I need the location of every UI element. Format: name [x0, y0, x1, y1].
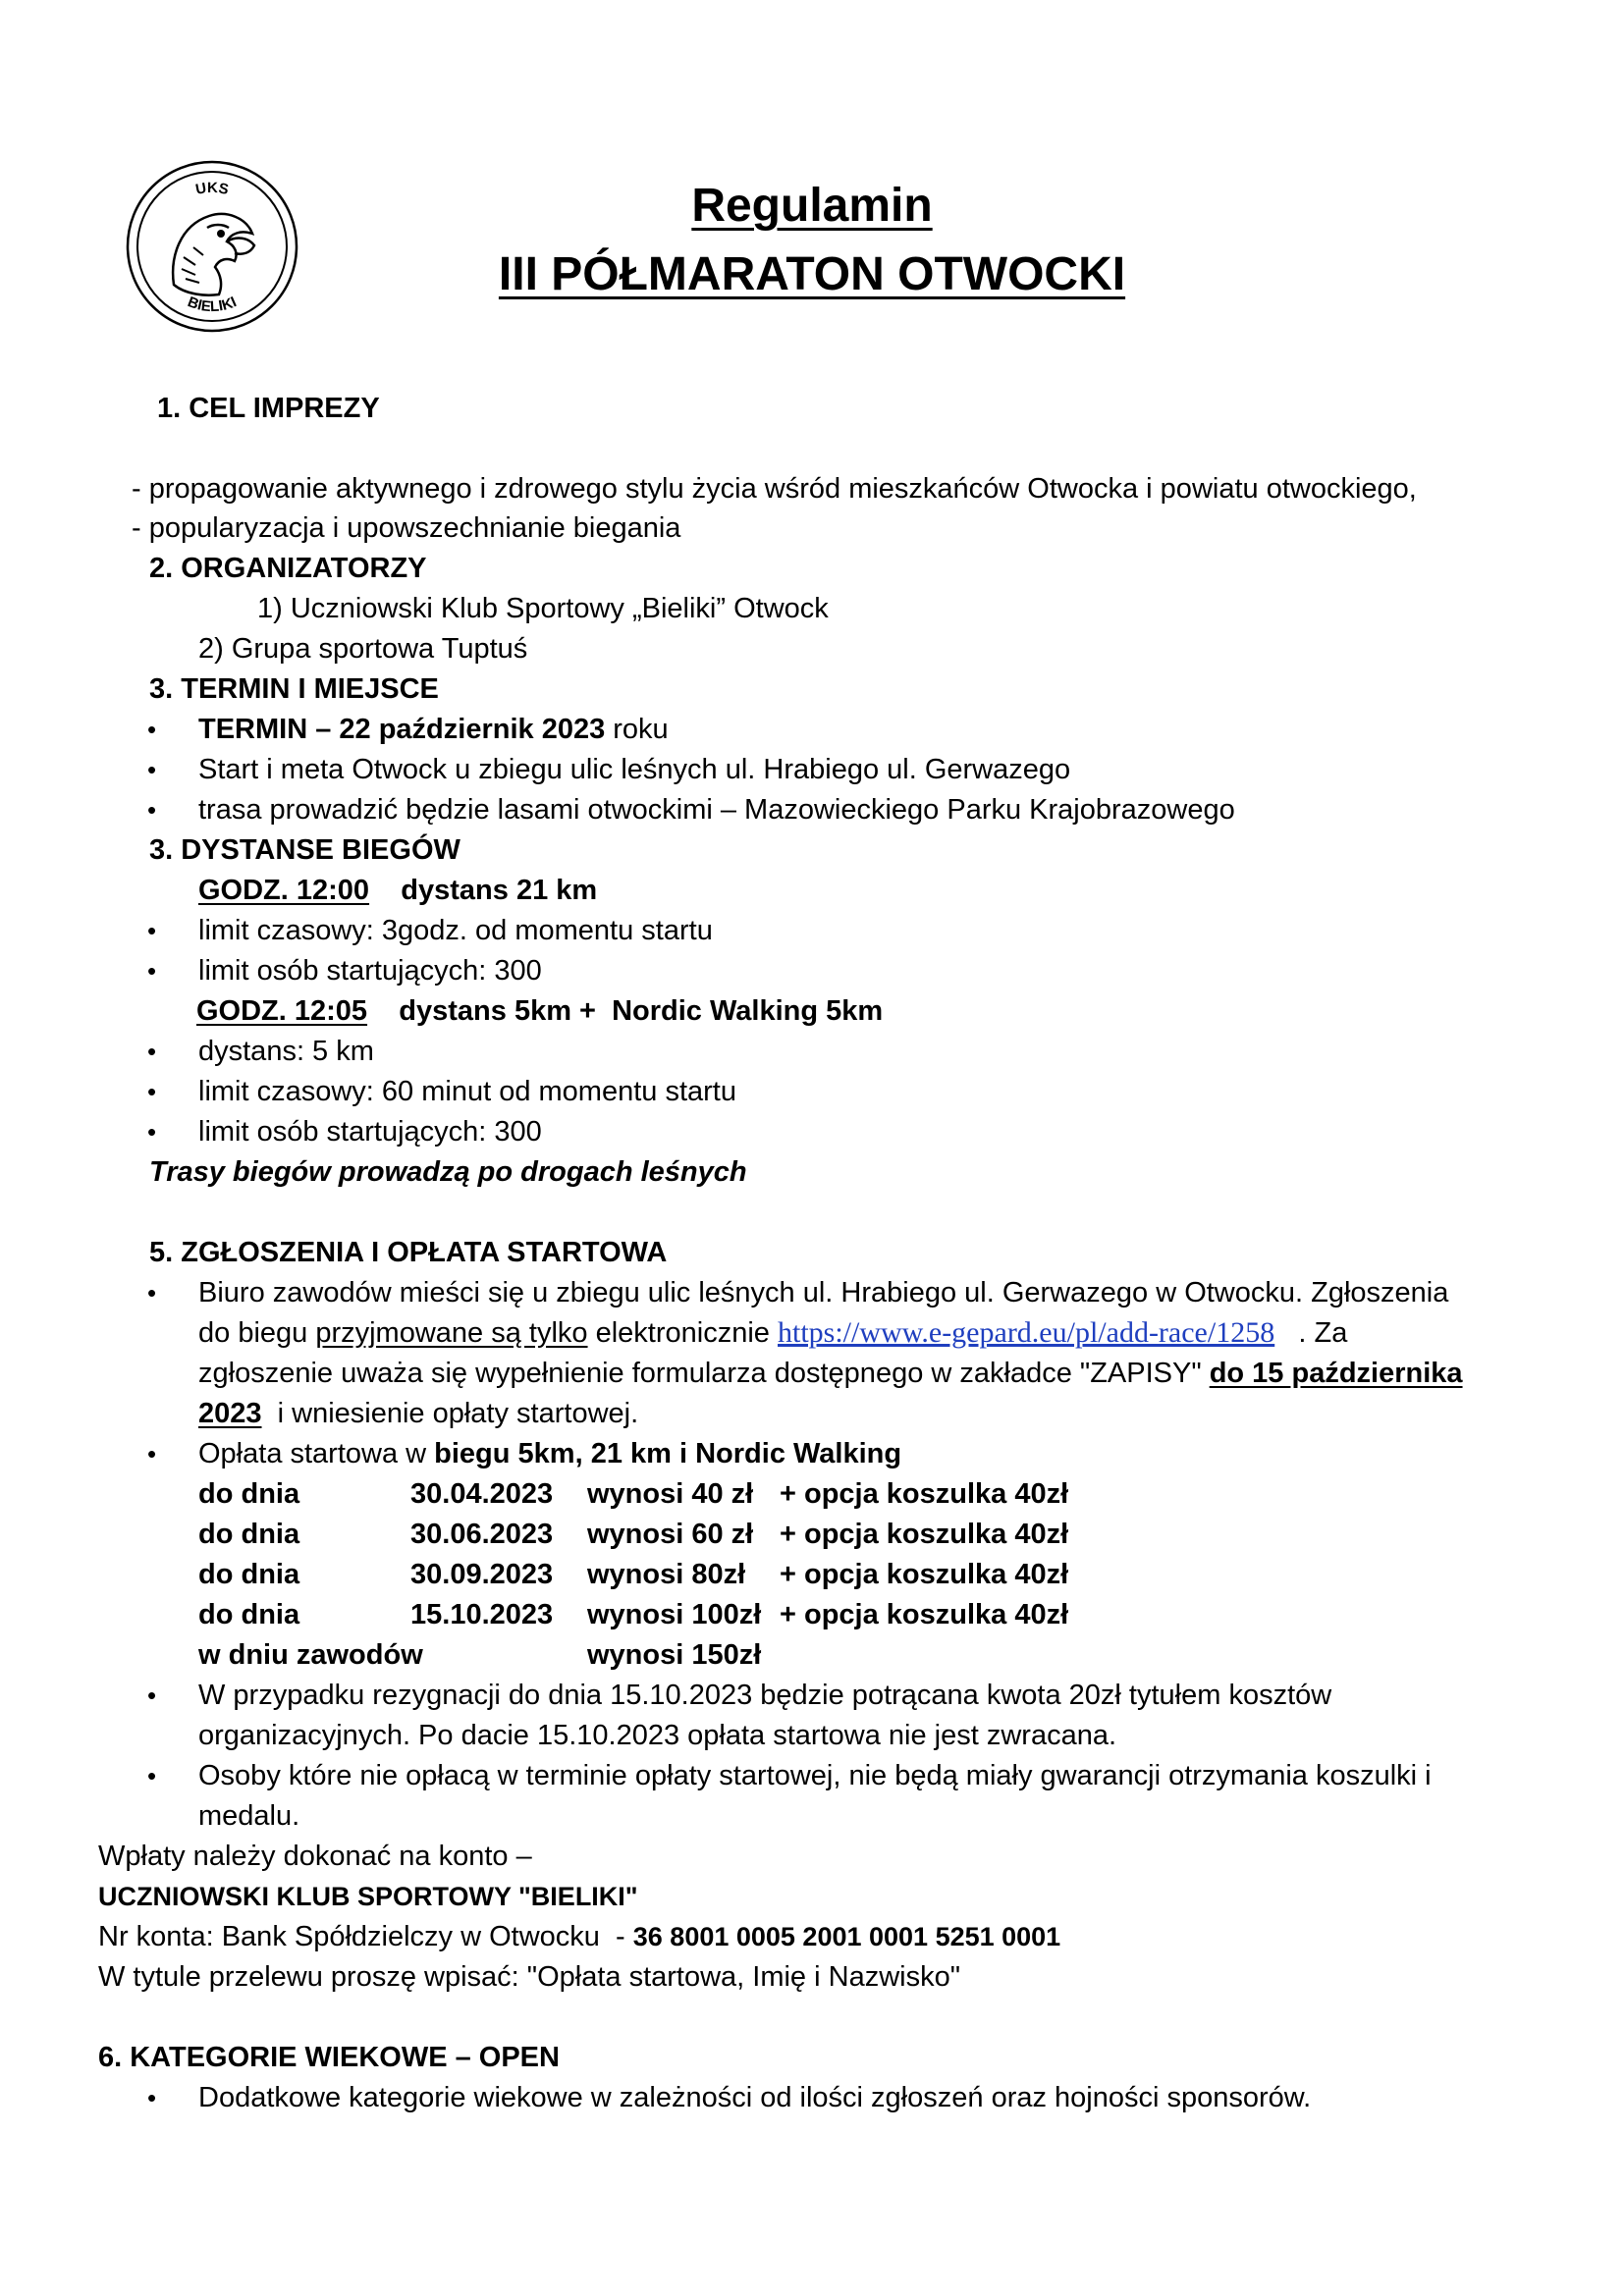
section-6-heading: 6. KATEGORIE WIEKOWE – OPEN [98, 2042, 560, 2073]
termin-item [198, 710, 669, 749]
fee-extra: + opcja koszulka 40zł [780, 1599, 1069, 1630]
payment-iban: 36 8001 0005 2001 0001 5251 0001 [632, 1922, 1061, 1951]
logo-top-text: UKS [193, 179, 231, 198]
payment-account-name: UCZNIOWSKI KLUB SPORTOWY "BIELIKI" [98, 1882, 638, 1911]
section-3-heading: 3. TERMIN I MIEJSCE [149, 673, 439, 705]
section-2-heading: 2. ORGANIZATORZY [149, 553, 427, 584]
group-2-desc: dystans 5km + Nordic Walking 5km [367, 995, 884, 1027]
payment-account-number [98, 1917, 1060, 1956]
fee-amount: wynosi 40 zł [587, 1478, 754, 1510]
office-line-4-b: i wniesienie opłaty startowej. [261, 1398, 639, 1429]
section-1-line-1: - propagowanie aktywnego i zdrowego stylu życia wśród mieszkańców Otwocka i powiatu otwockiego, [132, 473, 1417, 505]
fee-amount: wynosi 60 zł [587, 1519, 754, 1550]
fee-extra: + opcja koszulka 40zł [780, 1559, 1069, 1590]
fee-label: do dnia [198, 1478, 300, 1510]
office-line-2-c: elektronicznie [587, 1317, 778, 1349]
fee-label: w dniu zawodów [198, 1639, 423, 1671]
office-line-3 [198, 1354, 1463, 1393]
office-line-3-a: zgłoszenie uważa się wypełnienie formularza dostępnego w zakładce "ZAPISY" [198, 1358, 1210, 1389]
section-6-line-1: • Dodatkowe kategorie wiekowe w zależności od ilości zgłoszeń oraz hojności sponsorów. [198, 2078, 1311, 2117]
group-2-limit-people: • limit osób startujących: 300 [198, 1112, 542, 1151]
fee-label: do dnia [198, 1599, 300, 1630]
section-5-heading: 5. ZGŁOSZENIA I OPŁATA STARTOWA [149, 1237, 668, 1268]
section-1-heading: 1. CEL IMPREZY [157, 393, 380, 424]
group-1-limit-people: • limit osób startujących: 300 [198, 951, 542, 990]
office-line-2-d: . Za [1274, 1317, 1348, 1349]
title-line-2-text: III PÓŁMARATON OTWOCKI [498, 248, 1126, 300]
group-2-header [196, 991, 883, 1031]
payment-line-1: Wpłaty należy dokonać na konto – [98, 1841, 532, 1872]
group-1-time: GODZ. 12:00 [198, 875, 370, 906]
office-line-1: • Biuro zawodów mieści się u zbiegu ulic leśnych ul. Hrabiego ul. Gerwazego w Otwocku. Zgłoszenia [198, 1273, 1448, 1312]
organizer-2: 2) Grupa sportowa Tuptuś [198, 633, 528, 665]
group-1-header [198, 871, 597, 910]
fee-amount: wynosi 150zł [587, 1639, 762, 1671]
termin-suffix: roku [605, 714, 669, 745]
resignation-line-1: • W przypadku rezygnacji do dnia 15.10.2023 będzie potrącana kwota 20zł tytułem kosztów [198, 1676, 1331, 1715]
fee-date: 15.10.2023 [410, 1599, 554, 1630]
routes-note: Trasy biegów prowadzą po drogach leśnych [149, 1156, 747, 1188]
trasa-item: • trasa prowadzić będzie lasami otwockimi – Mazowieckiego Parku Krajobrazowego [198, 790, 1235, 829]
title-line-1 [0, 179, 1624, 233]
fee-table [198, 1474, 1082, 1676]
payment-bank: Nr konta: Bank Spółdzielczy w Otwocku - [98, 1921, 633, 1952]
section-4-heading: 3. DYSTANSE BIEGÓW [149, 834, 460, 866]
fee-amount: wynosi 100zł [587, 1599, 762, 1630]
title-line-2 [0, 247, 1624, 301]
fee-intro-a: Opłata startowa w [198, 1438, 435, 1469]
office-line-4 [198, 1394, 638, 1433]
group-2-time: GODZ. 12:05 [196, 995, 368, 1027]
group-2-distance: • dystans: 5 km [198, 1032, 374, 1071]
fee-date: 30.09.2023 [410, 1559, 554, 1590]
unpaid-line-1: • Osoby które nie opłacą w terminie opłaty startowej, nie będą miały gwarancji otrzymania koszulki i [198, 1756, 1432, 1795]
office-line-2-a: do biegu [198, 1317, 316, 1349]
payment-title: W tytule przelewu proszę wpisać: "Opłata startowa, Imię i Nazwisko" [98, 1961, 961, 1993]
start-item: • Start i meta Otwock u zbiegu ulic leśnych ul. Hrabiego ul. Gerwazego [198, 750, 1070, 789]
fee-intro-b: biegu 5km, 21 km i Nordic Walking [434, 1438, 902, 1469]
office-line-2 [198, 1313, 1347, 1353]
group-1-limit-time: • limit czasowy: 3godz. od momentu startu [198, 911, 713, 950]
fee-label: do dnia [198, 1559, 300, 1590]
office-line-3-b: do 15 października [1209, 1358, 1463, 1389]
group-2-limit-time: • limit czasowy: 60 minut od momentu startu [198, 1072, 736, 1111]
fee-extra: + opcja koszulka 40zł [780, 1519, 1069, 1550]
termin-label: TERMIN – 22 październik 2023 [198, 714, 606, 745]
fee-label: do dnia [198, 1519, 300, 1550]
office-line-2-b: przyjmowane są tylko [315, 1317, 588, 1349]
organizer-1: 1) Uczniowski Klub Sportowy „Bieliki” Otwock [257, 593, 829, 624]
group-1-desc: dystans 21 km [369, 875, 598, 906]
fee-date: 30.06.2023 [410, 1519, 554, 1550]
office-line-4-a: 2023 [198, 1398, 262, 1429]
title-line-1-text: Regulamin [691, 180, 933, 232]
registration-link[interactable]: https://www.e-gepard.eu/pl/add-race/1258 [777, 1316, 1275, 1349]
section-1-line-2: - popularyzacja i upowszechnianie biegania [132, 512, 681, 544]
fee-intro [198, 1434, 901, 1473]
unpaid-line-2: medalu. [198, 1800, 300, 1832]
logo-bottom-text: BIELIKI [185, 294, 240, 316]
resignation-line-2: organizacyjnych. Po dacie 15.10.2023 opłata startowa nie jest zwracana. [198, 1720, 1117, 1751]
fee-amount: wynosi 80zł [587, 1559, 746, 1590]
fee-extra: + opcja koszulka 40zł [780, 1478, 1069, 1510]
fee-date: 30.04.2023 [410, 1478, 554, 1510]
